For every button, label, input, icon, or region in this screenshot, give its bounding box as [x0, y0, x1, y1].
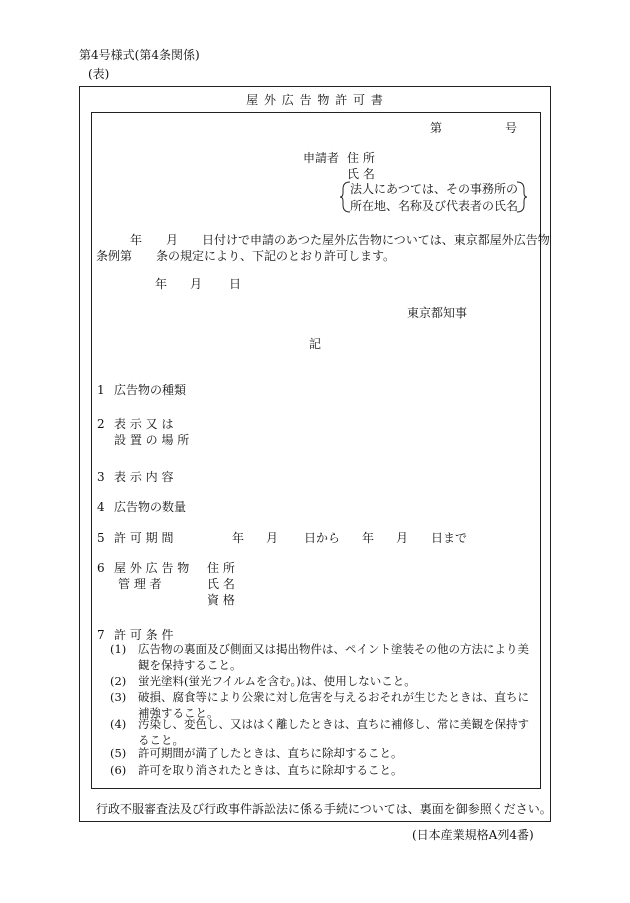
- number-dai: 第: [430, 121, 443, 135]
- period-from-year: 年: [232, 531, 245, 545]
- ki-heading: 記: [309, 337, 322, 351]
- document-title: 屋 外 広 告 物 許 可 書: [246, 93, 384, 107]
- number-go: 号: [505, 121, 518, 135]
- right-bracket-icon: [515, 181, 527, 213]
- condition-text: 汚染し、変色し、又ははく離したときは、直ちに補修し、常に美観を保持すること。: [138, 717, 529, 747]
- condition-number: (5): [110, 746, 127, 760]
- condition-item: [110, 745, 540, 761]
- period-to-day: 日まで: [431, 531, 468, 545]
- condition-text: 許可期間が満了したときは、直ちに除却すること。: [138, 746, 403, 760]
- front-side-label: (表): [88, 67, 110, 81]
- item-2-label-line1: 表 示 又 は: [114, 417, 174, 431]
- manager-name-label: 氏 名: [207, 577, 235, 591]
- body-line1: 年 月 日付けで申請のあつた屋外広告物については、東京都屋外広告物: [130, 233, 550, 247]
- item-6-label-line2: 管 理 者: [118, 577, 162, 591]
- condition-text: 許可を取り消されたときは、直ちに除却すること。: [138, 763, 403, 777]
- condition-item: [110, 673, 540, 689]
- applicant-note-line1: 法人にあつては、その事務所の: [350, 182, 519, 196]
- body-line2: 条例第 条の規定により、下記のとおり許可します。: [96, 249, 396, 263]
- item-2-label-line2: 設 置 の 場 所: [114, 433, 190, 447]
- period-from-day: 日から: [304, 531, 341, 545]
- item-3-label: 表 示 内 容: [114, 470, 174, 484]
- item-5-label: 許 可 期 間: [114, 531, 174, 545]
- condition-text: 蛍光塗料(蛍光フイルムを含む。)は、使用しないこと。: [138, 674, 416, 688]
- manager-address-label: 住 所: [207, 561, 235, 575]
- condition-number: (4): [110, 717, 127, 731]
- condition-item: [110, 716, 540, 748]
- item-5-number: 5: [97, 531, 105, 545]
- period-from-month: 月: [266, 531, 279, 545]
- item-3-number: 3: [97, 470, 105, 484]
- item-6-label-line1: 屋 外 広 告 物: [114, 561, 190, 575]
- item-4-number: 4: [97, 500, 105, 514]
- item-1-number: 1: [97, 383, 105, 397]
- condition-item: [110, 641, 540, 673]
- item-4-label: 広告物の数量: [114, 500, 187, 514]
- applicant-name-label: 氏 名: [347, 167, 375, 181]
- condition-item: [110, 762, 540, 778]
- item-1-label: 広告物の種類: [114, 383, 187, 397]
- applicant-note-line2: 所在地、名称及び代表者の氏名: [350, 199, 519, 213]
- appeal-procedure-note: 行政不服審査法及び行政事件訴訟法に係る手続については、裏面を御参照ください。: [96, 802, 552, 816]
- date-day: 日: [229, 277, 242, 291]
- condition-number: (2): [110, 674, 127, 688]
- manager-qualification-label: 資 格: [207, 593, 235, 607]
- applicant-label: 申請者: [303, 151, 340, 165]
- applicant-address-label: 住 所: [347, 151, 375, 165]
- condition-number: (1): [110, 642, 127, 656]
- condition-text: 破損、腐食等により公衆に対し危害を与えるおそれが生じたときは、直ちに補強すること。: [138, 690, 529, 720]
- item-2-number: 2: [97, 417, 105, 431]
- period-to-month: 月: [396, 531, 409, 545]
- item-7-number: 7: [97, 628, 105, 642]
- date-year: 年: [155, 277, 168, 291]
- condition-text: 広告物の裏面及び側面又は掲出物件は、ペイント塗装その他の方法により美観を保持すること。: [138, 642, 529, 672]
- condition-number: (3): [110, 690, 127, 704]
- item-7-label: 許 可 条 件: [114, 628, 174, 642]
- issuer: 東京都知事: [407, 306, 468, 320]
- period-to-year: 年: [362, 531, 375, 545]
- condition-number: (6): [110, 763, 127, 777]
- jis-size-note: (日本産業規格A列4番): [412, 828, 534, 842]
- form-number: 第4号様式(第4条関係): [79, 48, 200, 62]
- date-month: 月: [190, 277, 203, 291]
- item-6-number: 6: [97, 561, 105, 575]
